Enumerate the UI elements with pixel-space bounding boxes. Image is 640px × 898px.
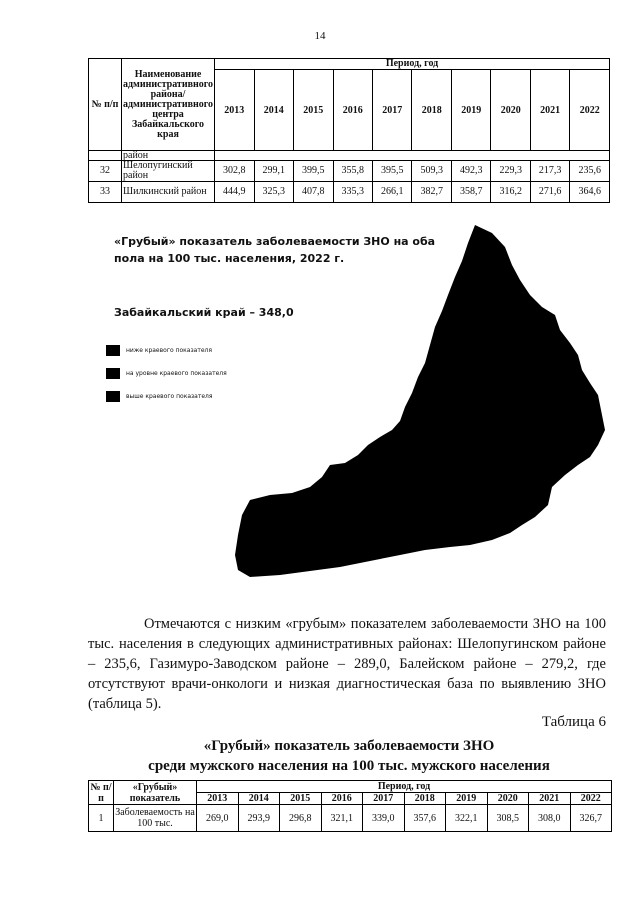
row-value: 395,5 [373,161,412,182]
row-value: 316,2 [491,182,530,203]
row-value: 364,6 [570,182,610,203]
legend-label: на уровне краевого показателя [126,369,227,377]
row-value: 399,5 [294,161,333,182]
row-value: 217,3 [530,161,569,182]
row-value: 296,8 [280,805,322,832]
table-top [88,58,610,203]
table-row [89,161,610,182]
row-value: 358,7 [451,182,490,203]
year-header: 2018 [404,793,446,805]
legend-swatch [106,345,120,356]
year-header: 2019 [446,793,488,805]
region-map [230,225,610,585]
year-header: 2013 [215,70,254,151]
map-legend [106,344,227,413]
row-value: 321,1 [321,805,363,832]
row-name: Шилкинский район [122,182,215,203]
header-period: Период, год [215,59,610,70]
year-header: 2016 [333,70,372,151]
row-num: 33 [89,182,122,203]
row-num: 1 [89,805,114,832]
legend-label: ниже краевого показателя [126,346,212,354]
row-value: 326,7 [570,805,612,832]
row-value: 355,8 [333,161,372,182]
table2-title [88,736,610,776]
year-header: 2018 [412,70,451,151]
year-header: 2017 [363,793,405,805]
year-header: 2014 [238,793,280,805]
year-header: 2021 [530,70,569,151]
region-map-shape [235,225,605,577]
header-num: № п/п [89,59,122,151]
table-row [89,182,610,203]
header-num: № п/п [90,781,112,804]
row-value: 308,5 [487,805,529,832]
row-value: 266,1 [373,182,412,203]
year-header: 2019 [451,70,490,151]
row-value: 235,6 [570,161,610,182]
row-value: 308,0 [529,805,571,832]
row-value: 322,1 [446,805,488,832]
year-header: 2015 [280,793,322,805]
row-name: Заболеваемость на 100 тыс. [114,805,197,832]
header-indicator: «Грубый» показатель [114,781,197,805]
row-value: 229,3 [491,161,530,182]
row-value: 269,0 [197,805,239,832]
year-header: 2022 [570,70,610,151]
legend-item [106,344,227,356]
row-value: 293,9 [238,805,280,832]
row-value: 299,1 [254,161,293,182]
header-period: Период, год [197,781,612,793]
row-value: 325,3 [254,182,293,203]
year-header: 2017 [373,70,412,151]
table-row [89,805,612,832]
row-value: 271,6 [530,182,569,203]
row-value: 382,7 [412,182,451,203]
year-header: 2015 [294,70,333,151]
body-paragraph: Отмечаются с низким «грубым» показателем заболеваемости ЗНО на 100 тыс. населения в следующих административных районах: Шелопугинском районе – 235,6, Газимуро-Заводском районе – 289,0, Балейском районе – 279,2, где отсутствуют врачи-онкологи и низкая диагностическая база по выявлению ЗНО (таблица 5). [88,616,606,712]
legend-swatch [106,368,120,379]
year-header: 2020 [491,70,530,151]
row-name: Шелопугинский район [122,161,215,182]
row-value: 444,9 [215,182,254,203]
row-value: 339,0 [363,805,405,832]
year-header: 2013 [197,793,239,805]
row-value: 335,3 [333,182,372,203]
row-value: 357,6 [404,805,446,832]
page-number: 14 [314,30,326,42]
map-title: «Грубый» показатель заболеваемости ЗНО на оба пола на 100 тыс. населения, 2022 г. [114,235,436,265]
legend-swatch [106,391,120,402]
legend-item [106,367,227,379]
header-name: Наименование административного района/ административного центра Забайкальского края [122,59,215,151]
legend-item [106,390,227,402]
row-num: 32 [89,161,122,182]
year-header: 2016 [321,793,363,805]
table-bottom [88,780,612,832]
table-caption: Таблица 6 [541,714,606,730]
map-subtitle: Забайкальский край – 348,0 [114,306,294,319]
year-header: 2021 [529,793,571,805]
row-value: 492,3 [451,161,490,182]
table2-title-line2: среди мужского населения на 100 тыс. мужского населения [148,758,550,774]
year-header: 2014 [254,70,293,151]
table2-title-line1: «Грубый» показатель заболеваемости ЗНО [203,738,495,754]
year-header: 2020 [487,793,529,805]
row-value: 509,3 [412,161,451,182]
legend-label: выше краевого показателя [126,392,213,400]
row-value: 407,8 [294,182,333,203]
year-header: 2022 [570,793,612,805]
row-value: 302,8 [215,161,254,182]
continuation-text: район [122,151,215,161]
